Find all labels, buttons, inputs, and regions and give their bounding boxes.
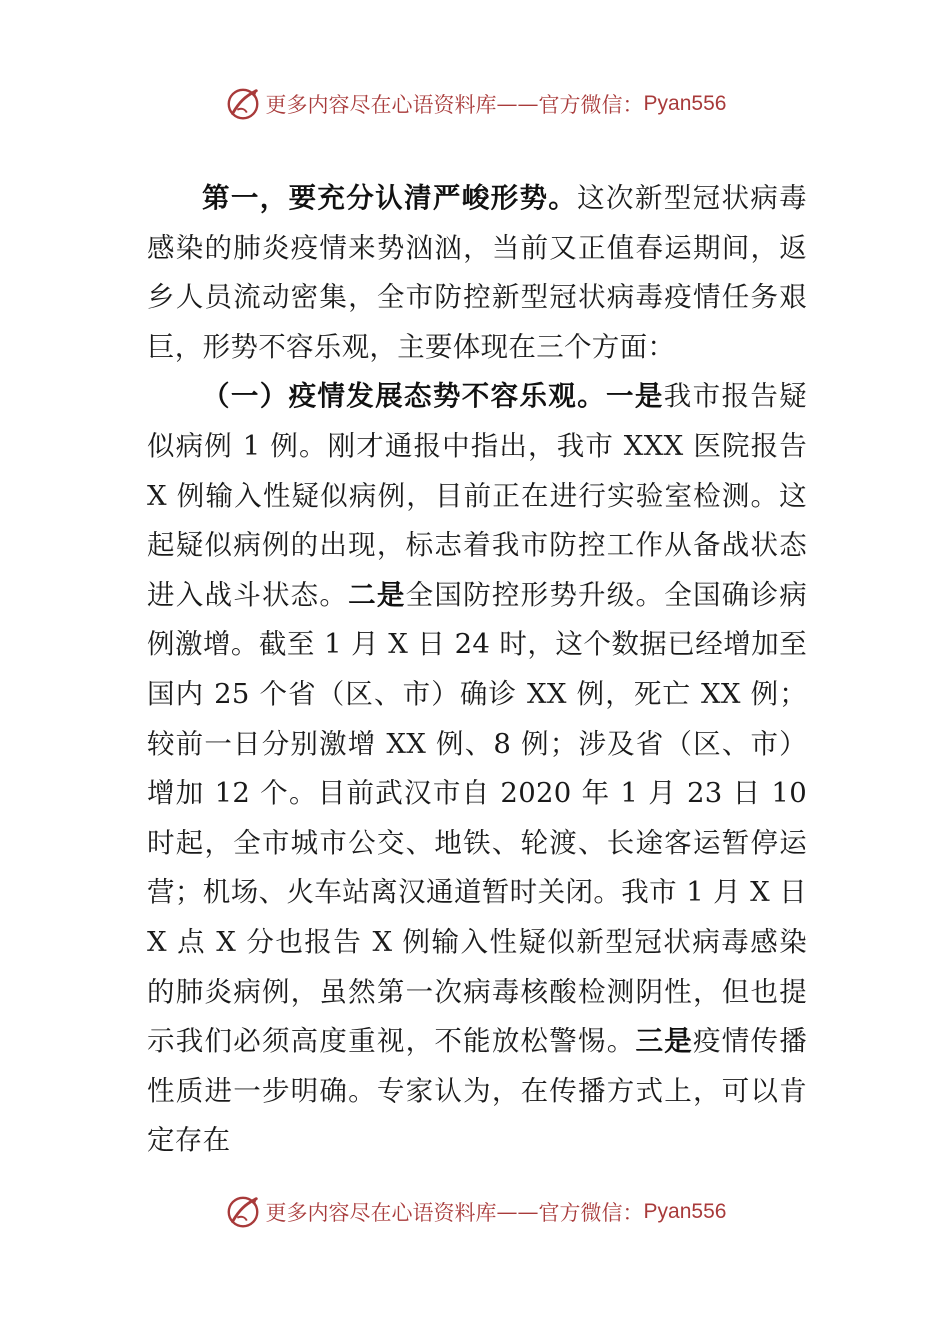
point-3-text: 疫情传播性质进一步明确。专家认为，在传播方式上，可以肯定存在 (147, 1025, 807, 1157)
header-brand-text: 更多内容尽在心语资料库 (265, 93, 497, 117)
point-1-text: 我市报告疑似病例 1 例。刚才通报中指出，我市 XXX 医院报告 X 例输入性疑似病例，目前正在进行实验室检测。这起疑似病例的出现，标志着我市防控工作从备战状态进入战斗状态。 (147, 380, 807, 611)
paragraph-1-body: 这次新型冠状病毒感染的肺炎疫情来势汹汹，当前又正值春运期间，返乡人员流动密集，全市防控新型冠状病毒疫情任务艰巨，形势不容乐观，主要体现在三个方面： (147, 182, 807, 363)
point-3-marker: 三是 (635, 1025, 693, 1058)
footer-brand-text: 更多内容尽在心语资料库 (265, 1201, 497, 1225)
footer-official-label: 官方微信： (538, 1201, 644, 1225)
paragraph-1 (147, 174, 807, 372)
footer-separator: —— (496, 1200, 539, 1224)
brand-logo-icon (224, 85, 262, 123)
header-wechat-id: Pyan556 (643, 92, 727, 115)
paragraph-1-lead: 第一，要充分认清严峻形势。 (202, 182, 578, 214)
header-banner (0, 84, 950, 124)
brand-logo-icon (224, 1193, 262, 1231)
document-body (147, 174, 807, 1166)
footer-wechat-id: Pyan556 (643, 1200, 727, 1223)
paragraph-2 (147, 372, 807, 1166)
point-2-marker: 二是 (348, 578, 406, 611)
point-2-text: 全国防控形势升级。全国确诊病例激增。截至 1 月 X 日 24 时，这个数据已经增加至国内 25 个省（区、市）确诊 XX 例，死亡 XX 例；较前一日分别激增 XX 例、8 例；涉及省（区、市）增加 12 个。目前武汉市自 2020 年 1 月 23 日 10 时起，全市城市公交、地铁、轮渡、长途客运暂停运营；机场、火车站离汉通道暂时关闭。我市 1 月 X 日 X 点 X 分也报告 X 例输入性疑似新型冠状病毒感染的肺炎病例，虽然第一次病毒核酸检测阴性，但也提示我们必须高度重视，不能放松警惕。 (147, 578, 807, 1058)
header-official-label: 官方微信： (538, 93, 644, 117)
paragraph-2-lead: （一）疫情发展态势不容乐观。 (202, 380, 607, 413)
header-separator: —— (496, 92, 539, 116)
point-1-marker: 一是 (606, 380, 664, 413)
footer-banner (0, 1192, 950, 1232)
